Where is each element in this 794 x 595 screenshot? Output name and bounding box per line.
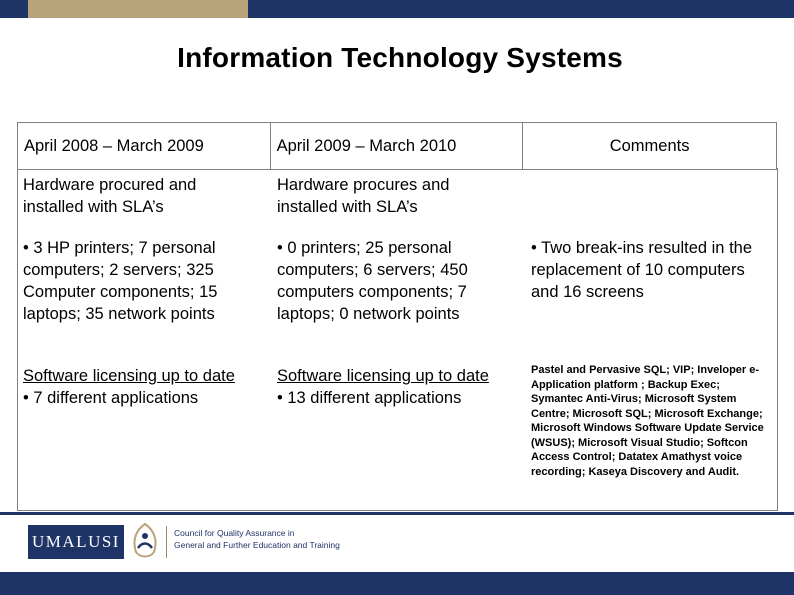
slide-title: Information Technology Systems: [177, 42, 623, 73]
row3-col2-title: Software licensing up to date: [277, 367, 489, 385]
umalusi-emblem-icon: [128, 522, 162, 560]
top-banner-tan: [28, 0, 248, 18]
umalusi-logo: UMALUSI: [28, 525, 124, 559]
row2-col1: • 3 HP printers; 7 personal computers; 2 servers; 325 Computer components; 15 laptops; 35 network points: [23, 239, 218, 323]
footer-divider: [0, 512, 794, 515]
row3-col1-item: • 7 different applications: [23, 389, 199, 407]
row3-col1-title: Software licensing up to date: [23, 367, 235, 385]
tagline-line1: Council for Quality Assurance in: [174, 528, 295, 538]
row2-col3: • Two break-ins resulted in the replacement of 10 computers and 16 screens: [531, 239, 753, 301]
top-banner: [0, 0, 794, 18]
umalusi-tagline: [174, 527, 340, 551]
table-header-row: [18, 123, 777, 170]
it-systems-table: [17, 122, 777, 170]
bottom-banner: [0, 572, 794, 595]
row3-col3-software-list: Pastel and Pervasive SQL; VIP; Inveloper e-Application platform ; Backup Exec; Symantec Anti-Virus; Microsoft System Centre; Microsoft SQL; Microsoft Exchange; Microsoft Windows Software Update Service (WSUS); Microsoft Visual Studio; Softcon Access Control; Datatex Amathyst voice recording; Kaseya Discovery and Audit.: [531, 364, 764, 478]
tagline-line2: General and Further Education and Training: [174, 540, 340, 550]
row3-col2-item: • 13 different applications: [277, 389, 462, 407]
row1-col1: Hardware procured and installed with SLA’s: [23, 176, 197, 216]
header-col-2009-2010: April 2009 – March 2010: [270, 123, 523, 170]
row3-col2: [277, 365, 522, 409]
header-col-comments: Comments: [523, 123, 777, 170]
row1-col2: Hardware procures and installed with SLA’s: [277, 176, 450, 216]
row3-col1: [23, 365, 253, 409]
header-col-2008-2009: April 2008 – March 2009: [18, 123, 271, 170]
row2-col2: • 0 printers; 25 personal computers; 6 servers; 450 computers components; 7 laptops; 0 network points: [277, 239, 468, 323]
logo-divider: [166, 526, 167, 558]
